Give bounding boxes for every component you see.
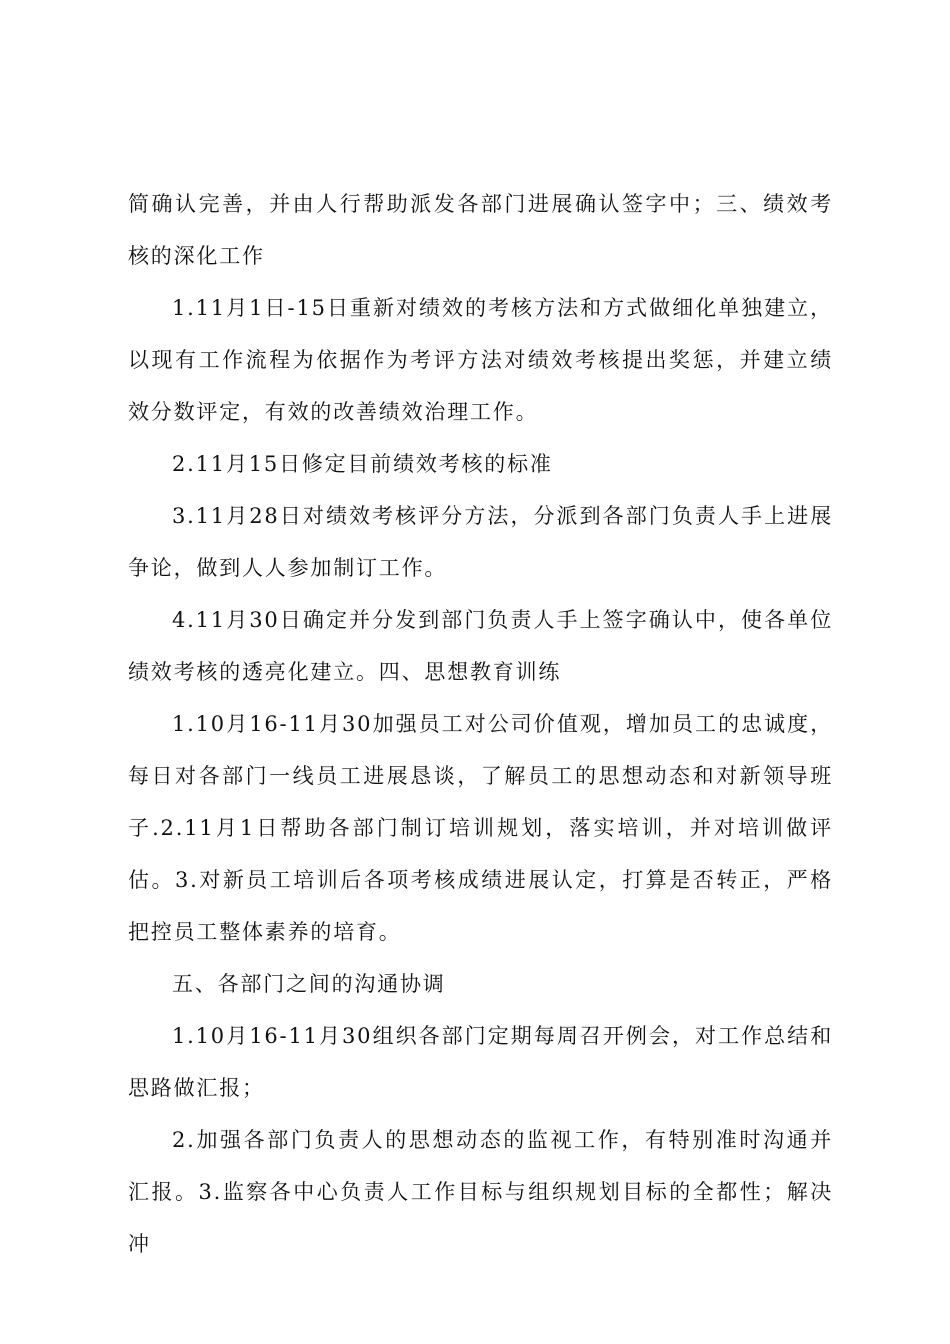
paragraph: 2.加强各部门负责人的思想动态的监视工作，有特别准时沟通并汇报。3.监察各中心负责人工作目标与组织规划目标的全都性；解决冲 xyxy=(128,1128,833,1256)
paragraph: 4.11月30日确定并分发到部门负责人手上签字确认中，使各单位绩效考核的透亮化建立。四、思想教育训练 xyxy=(128,608,833,684)
paragraph: 1.10月16-11月30组织各部门定期每周召开例会，对工作总结和思路做汇报； xyxy=(128,1024,833,1100)
paragraph: 3.11月28日对绩效考核评分方法，分派到各部门负责人手上进展争论，做到人人参加制订工作。 xyxy=(128,504,833,580)
document-body xyxy=(128,178,833,1270)
paragraph: 1.10月16-11月30加强员工对公司价值观，增加员工的忠诚度，每日对各部门一线员工进展恳谈，了解员工的思想动态和对新领导班子.2.11月1日帮助各部门制订培训规划，落实培训，并对培训做评估。3.对新员工培训后各项考核成绩进展认定，打算是否转正，严格把控员工整体素养的培育。 xyxy=(128,712,833,944)
paragraph: 简确认完善，并由人行帮助派发各部门进展确认签字中；三、绩效考核的深化工作 xyxy=(128,192,833,268)
paragraph: 五、各部门之间的沟通协调 xyxy=(172,972,446,996)
paragraph: 1.11月1日-15日重新对绩效的考核方法和方式做细化单独建立，以现有工作流程为依据作为考评方法对绩效考核提出奖惩，并建立绩效分数评定，有效的改善绩效治理工作。 xyxy=(128,296,833,424)
paragraph: 2.11月15日修定目前绩效考核的标准 xyxy=(172,452,553,476)
